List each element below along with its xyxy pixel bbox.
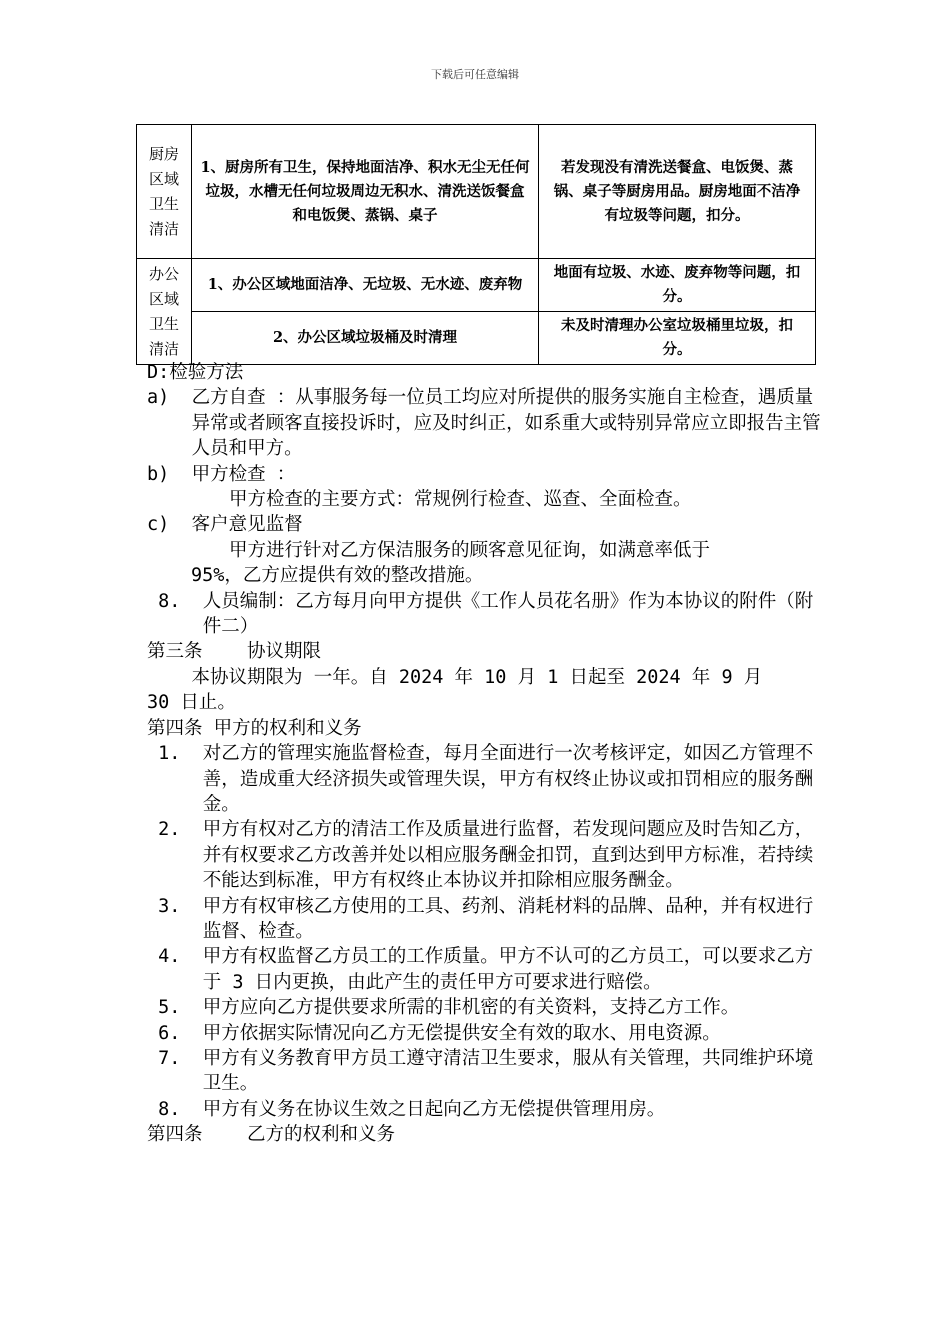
- requirement-cell: 2、办公区域垃圾桶及时清理: [192, 312, 539, 365]
- list-item: [147, 385, 827, 461]
- list-text: 甲方检查 ：: [191, 463, 296, 485]
- paragraph: 30 日止。: [147, 692, 236, 714]
- list-marker: a): [147, 387, 192, 409]
- table-row: [137, 259, 816, 312]
- list-text: 甲方有义务教育甲方员工遵守清洁卫生要求，服从有关管理，共同维护环境卫生。: [202, 1047, 814, 1095]
- list-text: 甲方有义务在协议生效之日起向乙方无偿提供管理用房。: [202, 1098, 666, 1120]
- list-text: 人员编制：乙方每月向甲方提供《工作人员花名册》作为本协议的附件（附件二）: [202, 590, 814, 638]
- list-item: [147, 1046, 827, 1097]
- list-item: [147, 462, 827, 487]
- paragraph: 95%，乙方应提供有效的整改措施。: [191, 565, 484, 587]
- list-text: 甲方依据实际情况向乙方无偿提供安全有效的取水、用电资源。: [202, 1022, 721, 1044]
- list-item: [147, 741, 827, 817]
- list-marker: 4.: [147, 946, 203, 968]
- paragraph: 本协议期限为 一年。自 2024 年 10 月 1 日起至 2024 年 9 月: [147, 666, 763, 688]
- list-marker: 6.: [147, 1022, 203, 1044]
- penalty-cell: 地面有垃圾、水迹、废弃物等问题，扣分。: [539, 259, 816, 312]
- list-item: [147, 589, 827, 640]
- list-marker: 2.: [147, 819, 203, 841]
- list-marker: 3.: [147, 895, 203, 917]
- list-item: [147, 1097, 827, 1122]
- area-cell: 办公区域卫生清洁: [137, 259, 192, 365]
- list-text: 甲方有权对乙方的清洁工作及质量进行监督，若发现问题应及时告知乙方，并有权要求乙方改善并处以相应服务酬金扣罚，直到达到甲方标准，若持续不能达到标准，甲方有权终止本协议并扣除相应服务酬金。: [202, 819, 814, 892]
- requirement-cell: 1、厨房所有卫生，保持地面洁净、积水无尘无任何垃圾，水槽无任何垃圾周边无积水、清洗送饭餐盒和电饭煲、蒸锅、桌子: [192, 125, 539, 259]
- table-row: [137, 312, 816, 365]
- list-text: 甲方有权审核乙方使用的工具、药剂、消耗材料的品牌、品种，并有权进行监督、检查。: [202, 895, 814, 942]
- list-item: [147, 817, 827, 893]
- list-marker: 8.: [147, 1098, 203, 1120]
- list-marker: c): [147, 514, 192, 536]
- page-header: 下载后可任意编辑: [431, 68, 519, 81]
- numbered-list: [147, 741, 827, 1122]
- list-text: 客户意见监督: [191, 514, 303, 536]
- list-text: 甲方应向乙方提供要求所需的非机密的有关资料，支持乙方工作。: [202, 997, 740, 1019]
- list-text: 乙方自查 ：从事服务每一位员工均应对所提供的服务实施自主检查，遇质量异常或者顾客直接投诉时，应及时纠正，如系重大或特别异常应立即报告主管人员和甲方。: [191, 387, 821, 460]
- article-heading: 第四条 甲方的权利和义务: [147, 717, 362, 739]
- list-item: [147, 944, 827, 995]
- list-text: 甲方有权监督乙方员工的工作质量。甲方不认可的乙方员工，可以要求乙方于 3 日内更换，由此产生的责任甲方可要求进行赔偿。: [202, 946, 814, 993]
- list-item: [147, 1021, 827, 1046]
- list-marker: 8.: [147, 590, 203, 612]
- list-text: 对乙方的管理实施监督检查，每月全面进行一次考核评定，如因乙方管理不善，造成重大经济损失或管理失误，甲方有权终止协议或扣罚相应的服务酬金。: [202, 743, 814, 815]
- paragraph: 甲方检查的主要方式：常规例行检查、巡查、全面检查。: [229, 489, 692, 511]
- list-item: [147, 512, 827, 537]
- cleaning-standard-table: [136, 124, 816, 365]
- list-marker: 7.: [147, 1047, 203, 1069]
- article-heading: 第四条 乙方的权利和义务: [147, 1124, 396, 1146]
- article-heading: 第三条 协议期限: [147, 641, 322, 663]
- penalty-cell: 若发现没有清洗送餐盒、电饭煲、蒸锅、桌子等厨房用品。厨房地面不洁净有垃圾等问题，扣分。: [539, 125, 816, 259]
- list-marker: 5.: [147, 997, 203, 1019]
- list-marker: 1.: [147, 743, 203, 765]
- area-cell: 厨房区域卫生清洁: [137, 125, 192, 259]
- list-item: [147, 995, 827, 1020]
- requirement-cell: 1、办公区域地面洁净、无垃圾、无水迹、废弃物: [192, 259, 539, 312]
- section-d-title: D:检验方法: [147, 362, 244, 383]
- penalty-cell: 未及时清理办公室垃圾桶里垃圾，扣分。: [539, 312, 816, 365]
- list-marker: b): [147, 463, 192, 485]
- list-item: [147, 894, 827, 945]
- paragraph: 甲方进行针对乙方保洁服务的顾客意见征询，如满意率低于: [229, 539, 711, 561]
- table-row: [137, 125, 816, 259]
- document-body: [147, 360, 827, 1148]
